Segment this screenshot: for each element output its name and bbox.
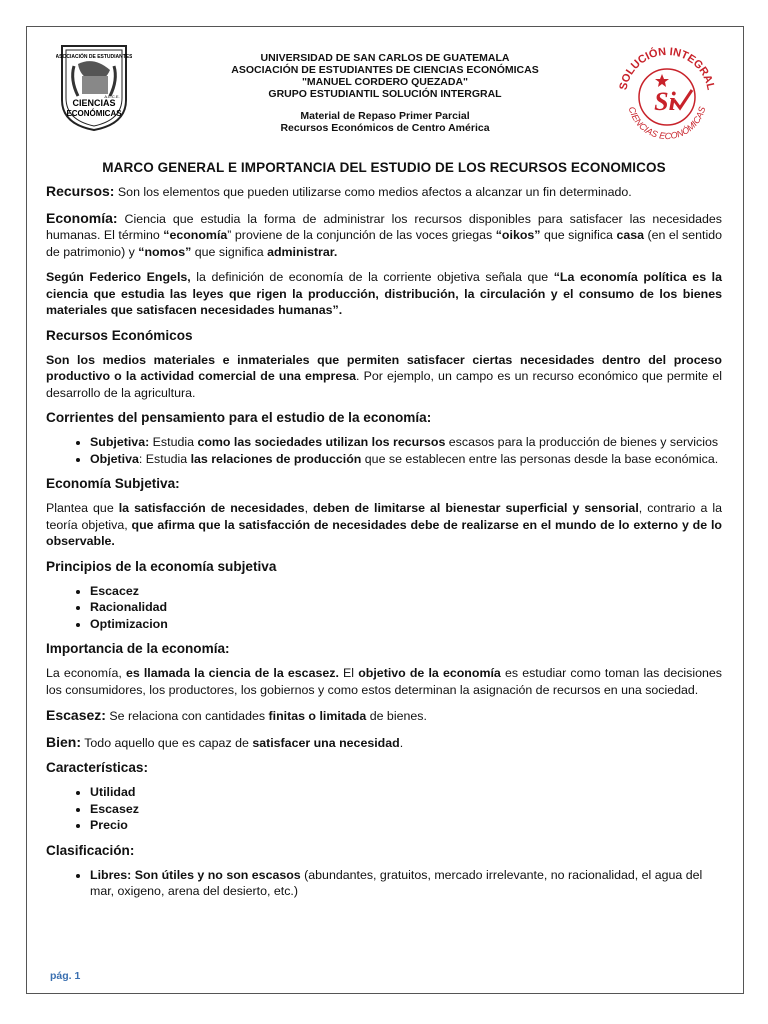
header-name: "MANUEL CORDERO QUEZADA" (301, 76, 469, 88)
list-item: • Utilidad (90, 784, 722, 801)
aece-logo (56, 40, 132, 132)
list-item: • Objetiva: Estudia las relaciones de producción que se establecen entre las personas desde la base económica. (90, 451, 722, 468)
header-course: Recursos Económicos de Centro América (280, 122, 490, 134)
svg-text:CIENCIAS: CIENCIAS (72, 98, 116, 108)
document-header (150, 52, 620, 134)
list-item: • Libres: Son útiles y no son escasos (abundantes, gratuitos, mercado irrelevante, no racionalidad, el agua del mar, oxigeno, arena del desierto, etc.) (90, 867, 722, 900)
escasez-paragraph: Escasez: Se relaciona con cantidades finitas o limitada de bienes. (46, 707, 427, 723)
svg-text:ECONÓMICAS: ECONÓMICAS (66, 109, 122, 118)
list-item: • Escasez (90, 801, 722, 818)
caracteristicas-heading: Características: (46, 760, 149, 775)
header-association: ASOCIACIÓN DE ESTUDIANTES DE CIENCIAS ECONÓMICAS (231, 64, 539, 76)
page-number: pág. 1 (50, 970, 81, 982)
list-item: • Precio (90, 817, 722, 834)
corrientes-heading: Corrientes del pensamiento para el estudio de la economía: (46, 410, 432, 425)
list-item: • Escacez (90, 583, 722, 600)
caracteristicas-list (46, 784, 722, 834)
recursos-economicos-paragraph: Son los medios materiales e inmateriales que permiten satisfacer ciertas necesidades dentro del proceso productivo o la actividad comercial de una empresa. Por ejemplo, un campo es un recurso económico que permite el desarrollo de la agricultura. (46, 352, 722, 400)
header-material: Material de Repaso Primer Parcial (300, 110, 470, 122)
page-title: MARCO GENERAL E IMPORTANCIA DEL ESTUDIO DE LOS RECURSOS ECONOMICOS (102, 160, 666, 175)
corrientes-list (46, 434, 722, 467)
svg-text:Si: Si (654, 87, 676, 116)
clasificacion-list (46, 867, 722, 900)
svg-text:CIENCIAS ECONÓMICAS: CIENCIAS ECONÓMICAS (626, 105, 708, 142)
svg-text:A.E.C.E.: A.E.C.E. (104, 94, 120, 99)
importancia-paragraph: La economía, es llamada la ciencia de la escasez. El objetivo de la economía es estudiar como toman las decisiones los consumidores, los productores, los gobiernos y como estos determinan la asignación de recursos en una sociedad. (46, 666, 722, 697)
list-item: • Subjetiva: Estudia como las sociedades utilizan los recursos escasos para la producción de bienes y servicios (90, 434, 722, 451)
economia-paragraph: Economía: Ciencia que estudia la forma de administrar los recursos disponibles para satisfacer las necesidades humanas. El término “economía” proviene de la conjunción de las voces griegas “oikos” que significa casa (en el sentido de patrimonio) y “nomos” que significa administrar. (46, 209, 723, 259)
solucion-integral-logo (612, 42, 722, 146)
bien-paragraph: Bien: Todo aquello que es capaz de satisfacer una necesidad. (46, 733, 404, 750)
header-university: UNIVERSIDAD DE SAN CARLOS DE GUATEMALA (260, 52, 510, 64)
engels-paragraph: Según Federico Engels, la definición de economía de la corriente objetiva señala que “La economía política es la ciencia que estudia las leyes que rigen la producción, distribución, la circulación y el consumo de los bienes materiales que satisfacen necesidades humanas”. (46, 270, 722, 317)
subjetiva-paragraph: Plantea que la satisfacción de necesidades, deben de limitarse al bienestar superficial y sensorial, contrario a la teoría objetiva, que afirma que la satisfacción de necesidades debe de realizarse en el mundo de lo externo y de lo observable. (46, 501, 722, 548)
svg-text:ASOCIACIÓN DE ESTUDIANTES: ASOCIACIÓN DE ESTUDIANTES (56, 54, 132, 60)
recursos-economicos-heading: Recursos Económicos (46, 327, 193, 343)
list-item: • Optimizacion (90, 616, 722, 633)
principios-list (46, 583, 722, 633)
principios-heading: Principios de la economía subjetiva (46, 558, 277, 574)
header-group: GRUPO ESTUDIANTIL SOLUCIÓN INTERGRAL (268, 88, 502, 100)
recursos-paragraph: Recursos: Son los elementos que pueden utilizarse como medios afectos a alcanzar un fin determinado. (46, 183, 632, 199)
list-item: • Racionalidad (90, 599, 722, 616)
clasificacion-heading: Clasificación: (46, 842, 135, 858)
subjetiva-heading: Economía Subjetiva: (46, 476, 180, 491)
importancia-heading: Importancia de la economía: (46, 641, 230, 656)
svg-text:SOLUCIÓN INTEGRAL: SOLUCIÓN INTEGRAL (617, 45, 717, 92)
document-body (46, 160, 722, 909)
